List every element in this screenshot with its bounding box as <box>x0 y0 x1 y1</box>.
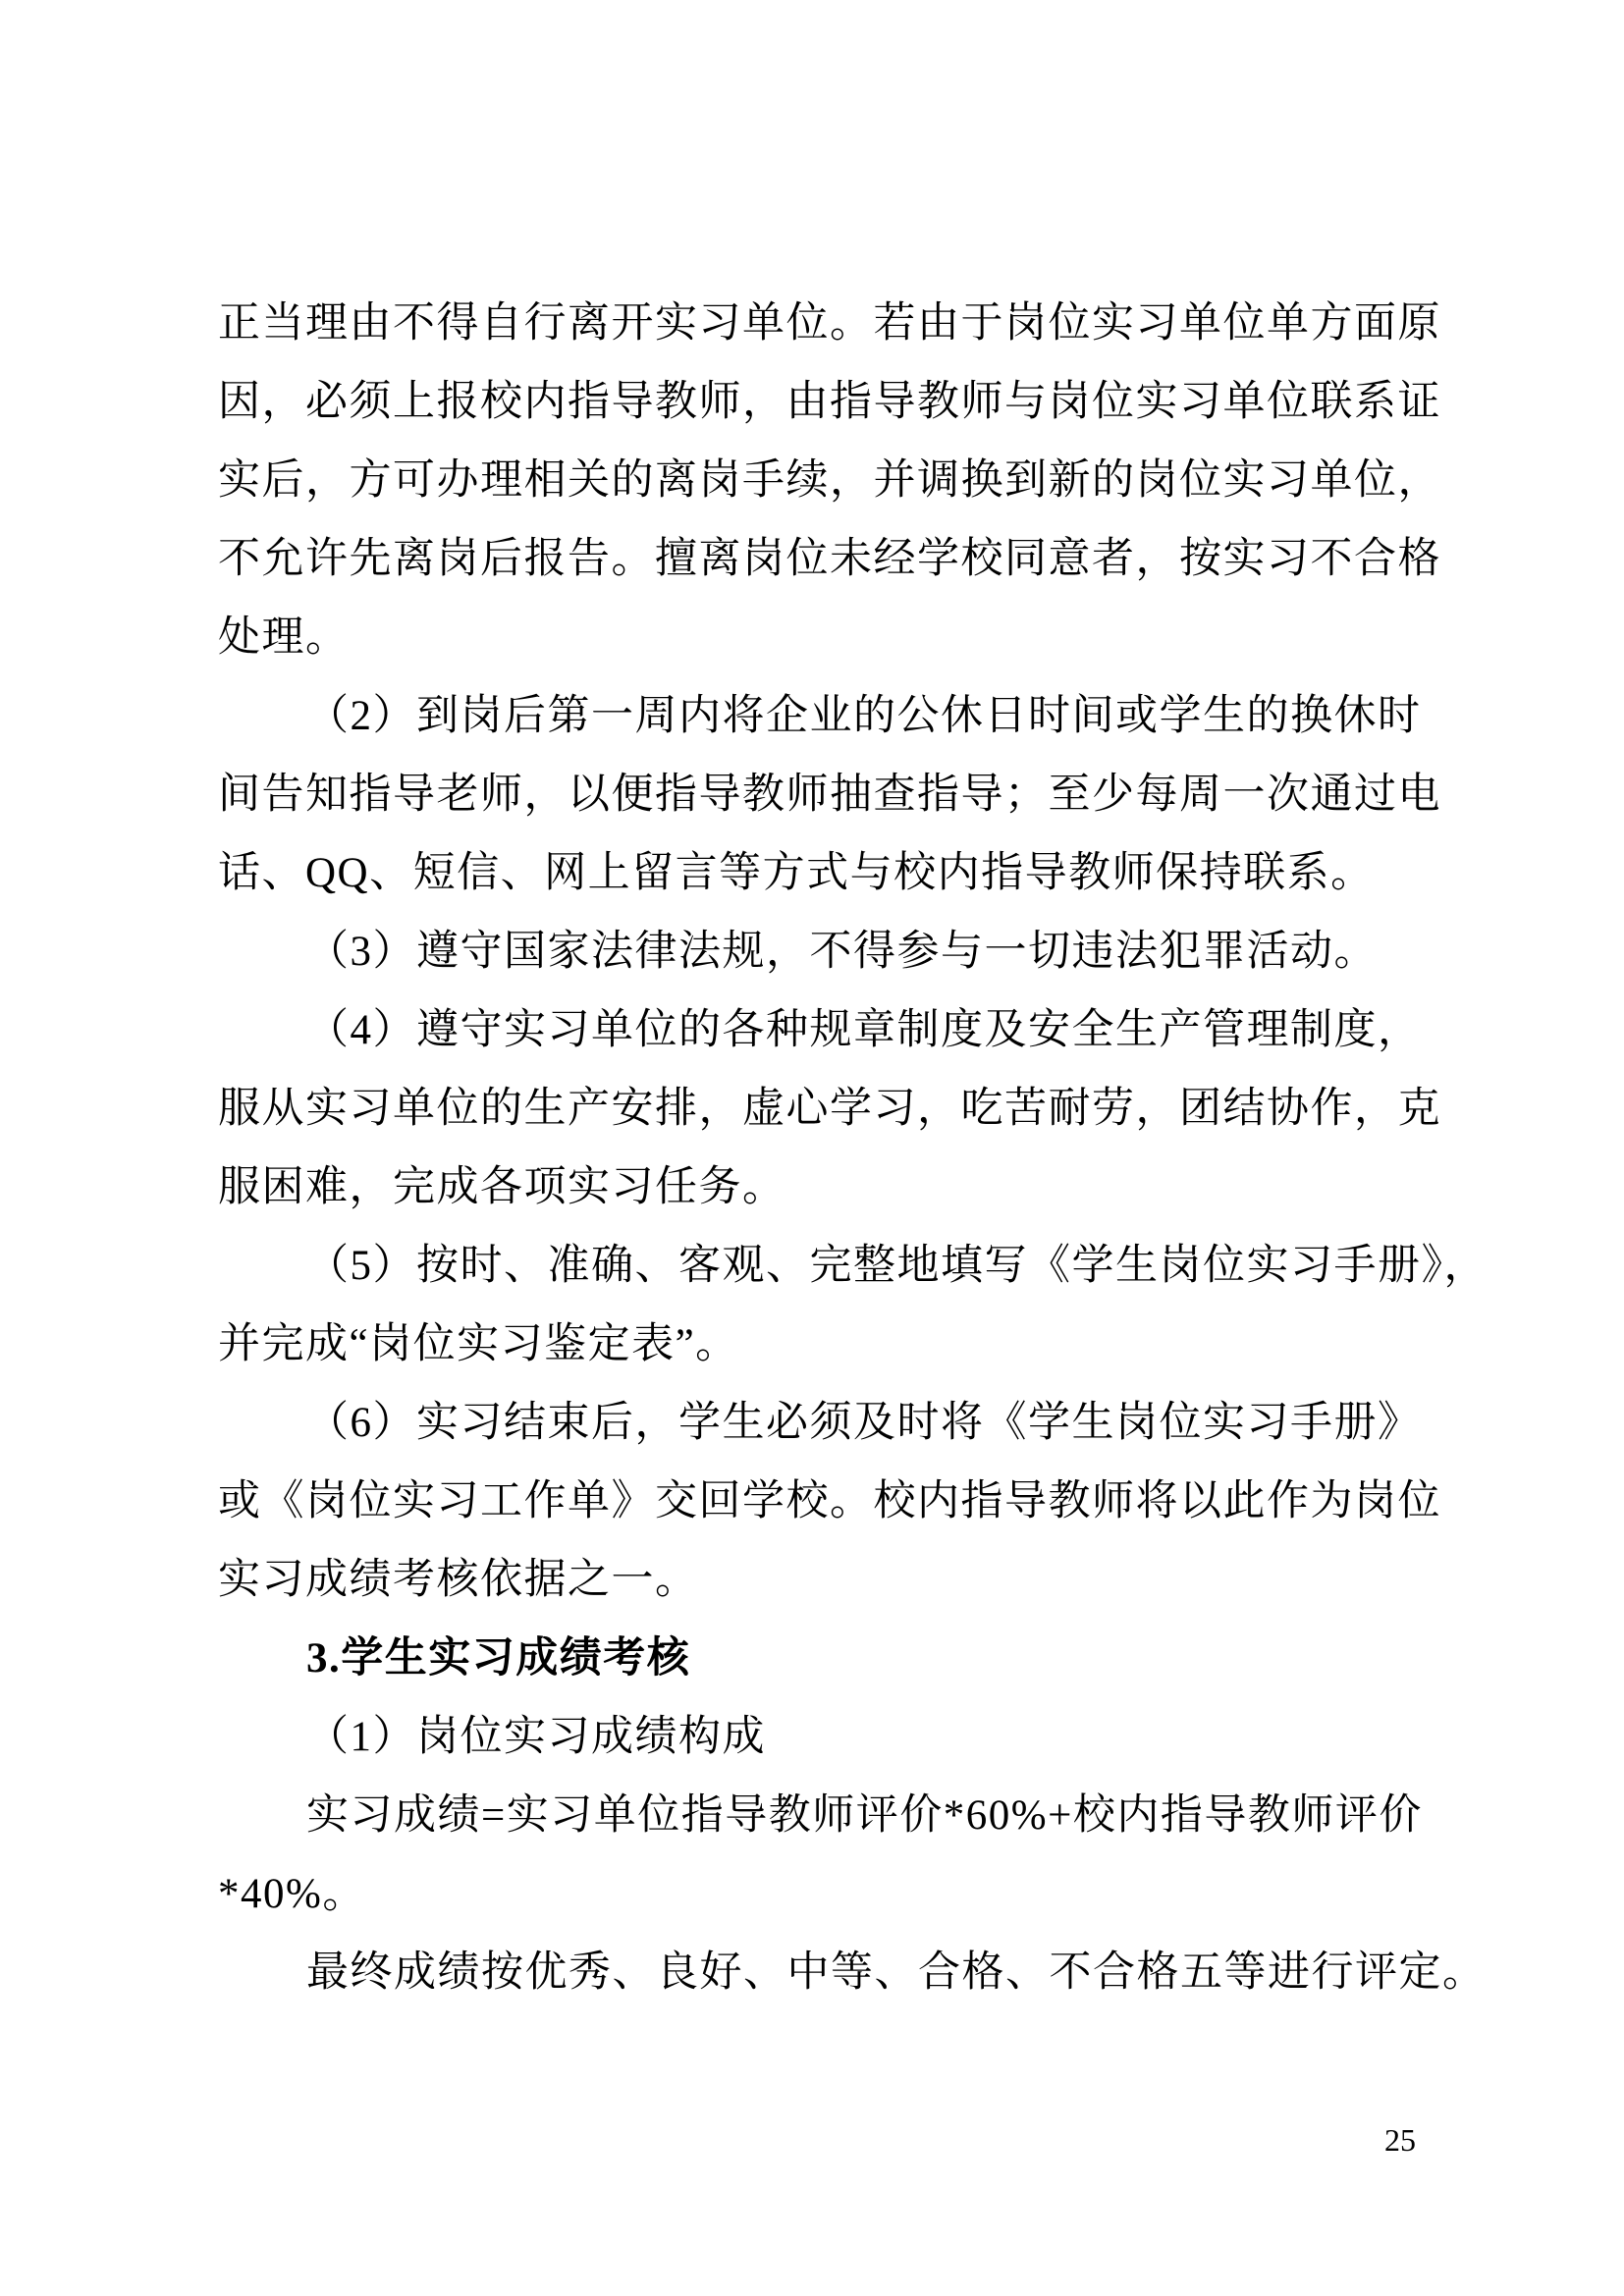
text-line: 或《岗位实习工作单》交回学校。校内指导教师将以此作为岗位 <box>218 1478 1441 1524</box>
text-line: 正当理由不得自行离开实习单位。若由于岗位实习单位单方面原 <box>218 300 1441 347</box>
text-line: 服困难，完成各项实习任务。 <box>218 1164 786 1210</box>
text-line: 处理。 <box>218 614 350 661</box>
text-line: （3）遵守国家法律法规，不得参与一切违法犯罪活动。 <box>306 929 1378 975</box>
page-number: 25 <box>1384 2122 1416 2158</box>
text-line: （6）实习结束后，学生必须及时将《学生岗位实习手册》 <box>306 1400 1422 1446</box>
text-line: （4）遵守实习单位的各种规章制度及安全生产管理制度， <box>306 1007 1422 1053</box>
text-line: 实习成绩=实习单位指导教师评价*60%+校内指导教师评价 <box>306 1792 1423 1839</box>
text-line: 实习成绩考核依据之一。 <box>218 1557 699 1603</box>
text-line: 最终成绩按优秀、良好、中等、合格、不合格五等进行评定。 <box>306 1949 1487 1996</box>
text-line: 不允许先离岗后报告。擅离岗位未经学校同意者，按实习不合格 <box>218 536 1441 582</box>
text-line: *40%。 <box>218 1871 366 1917</box>
text-line: 间告知指导老师，以便指导教师抽查指导；至少每周一次通过电 <box>218 772 1441 818</box>
text-line: 服从实习单位的生产安排，虚心学习，吃苦耐劳，团结协作，克 <box>218 1086 1441 1132</box>
text-line: 因，必须上报校内指导教师，由指导教师与岗位实习单位联系证 <box>218 379 1441 425</box>
text-line: （5）按时、准确、客观、完整地填写《学生岗位实习手册》， <box>306 1243 1488 1289</box>
document-body <box>218 285 1488 2012</box>
text-line: （2）到岗后第一周内将企业的公休日时间或学生的换休时 <box>306 693 1422 739</box>
text-line: 话、QQ、短信、网上留言等方式与校内指导教师保持联系。 <box>218 850 1375 896</box>
text-line: 并完成“岗位实习鉴定表”。 <box>218 1321 739 1367</box>
heading-line: 3.学生实习成绩考核 <box>306 1635 691 1682</box>
text-line: （1）岗位实习成绩构成 <box>306 1714 766 1760</box>
text-line: 实后，方可办理相关的离岗手续，并调换到新的岗位实习单位， <box>218 457 1441 504</box>
